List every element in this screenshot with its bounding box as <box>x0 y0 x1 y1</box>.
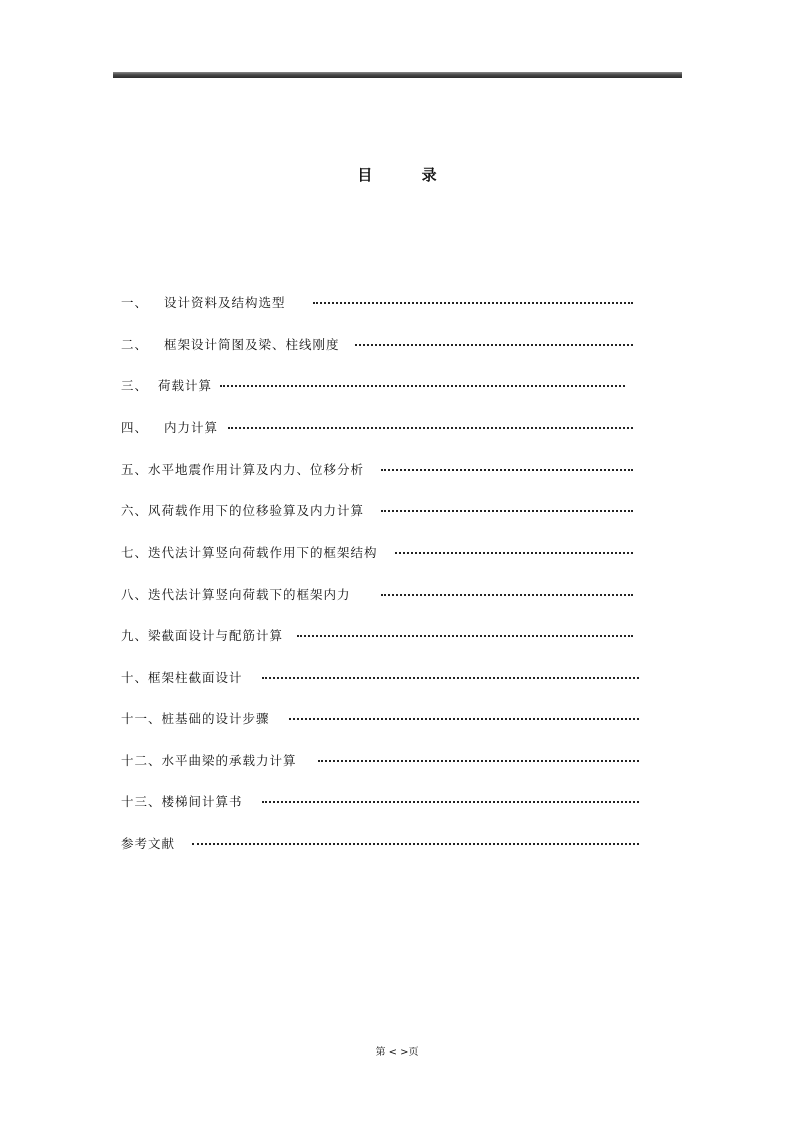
toc-leader <box>220 385 625 387</box>
toc-entry[interactable] <box>121 461 364 479</box>
toc-entry[interactable] <box>121 419 218 437</box>
toc-entry-number: 十、 <box>121 670 149 685</box>
toc-entry-text: 楼梯间计算书 <box>161 794 243 809</box>
toc-entry-text: 框架柱截面设计 <box>148 670 243 685</box>
toc-entry[interactable] <box>121 835 175 853</box>
toc-leader <box>262 801 639 803</box>
toc-entry[interactable] <box>121 586 351 604</box>
toc-entry-text: 水平地震作用计算及内力、位移分析 <box>148 462 365 477</box>
toc-entry[interactable] <box>121 669 243 687</box>
toc-leader <box>381 510 633 512</box>
toc-entry[interactable] <box>121 627 283 645</box>
toc-leader <box>313 302 633 304</box>
toc-entry-number: 一、 <box>121 295 149 310</box>
toc-leader <box>297 635 633 637</box>
toc-entry-text: 梁截面设计与配筋计算 <box>148 628 284 643</box>
toc-entry-number: 十三、 <box>121 794 162 809</box>
toc-leader <box>262 677 639 679</box>
toc-entry[interactable] <box>121 710 270 728</box>
page-number-footer: 第 < >页 <box>375 1047 419 1058</box>
toc-entry-text: 参考文献 <box>121 836 176 851</box>
toc-entry-text: 内力计算 <box>164 420 219 435</box>
toc-leader <box>381 469 633 471</box>
toc-entry-number: 八、 <box>121 587 149 602</box>
toc-entry-number: 四、 <box>121 420 149 435</box>
toc-entry-text: 水平曲梁的承载力计算 <box>161 753 297 768</box>
toc-entry[interactable] <box>121 502 364 520</box>
toc-entry-number: 六、 <box>121 503 149 518</box>
toc-leader <box>395 552 633 554</box>
toc-entry-text: 设计资料及结构选型 <box>164 295 286 310</box>
toc-entry[interactable] <box>121 294 286 312</box>
toc-leader <box>318 760 639 762</box>
toc-leader <box>289 718 639 720</box>
toc-entry-text: 框架设计简图及梁、柱线刚度 <box>164 337 340 352</box>
toc-entry-number: 十一、 <box>121 711 162 726</box>
toc-entry-number: 二、 <box>121 337 149 352</box>
document-title: 目 录 <box>357 166 459 184</box>
toc-entry-number: 七、 <box>121 545 149 560</box>
toc-entry[interactable] <box>121 752 297 770</box>
toc-entry[interactable] <box>121 793 243 811</box>
toc-entry-number: 九、 <box>121 628 149 643</box>
toc-entry-text: 桩基础的设计步骤 <box>161 711 270 726</box>
toc-entry-number: 十二、 <box>121 753 162 768</box>
toc-entry-text: 迭代法计算竖向荷载作用下的框架结构 <box>148 545 378 560</box>
toc-leader <box>192 843 639 845</box>
toc-entry-text: 风荷载作用下的位移验算及内力计算 <box>148 503 365 518</box>
toc-entry-text: 迭代法计算竖向荷载下的框架内力 <box>148 587 351 602</box>
toc-entry[interactable] <box>121 377 212 395</box>
toc-leader <box>355 344 633 346</box>
toc-entry[interactable] <box>121 336 340 354</box>
toc-entry-number: 五、 <box>121 462 149 477</box>
toc-entry-number: 三、 <box>121 378 149 393</box>
toc-leader <box>381 594 633 596</box>
toc-leader <box>228 427 633 429</box>
toc-entry-text: 荷载计算 <box>158 378 213 393</box>
toc-entry[interactable] <box>121 544 378 562</box>
